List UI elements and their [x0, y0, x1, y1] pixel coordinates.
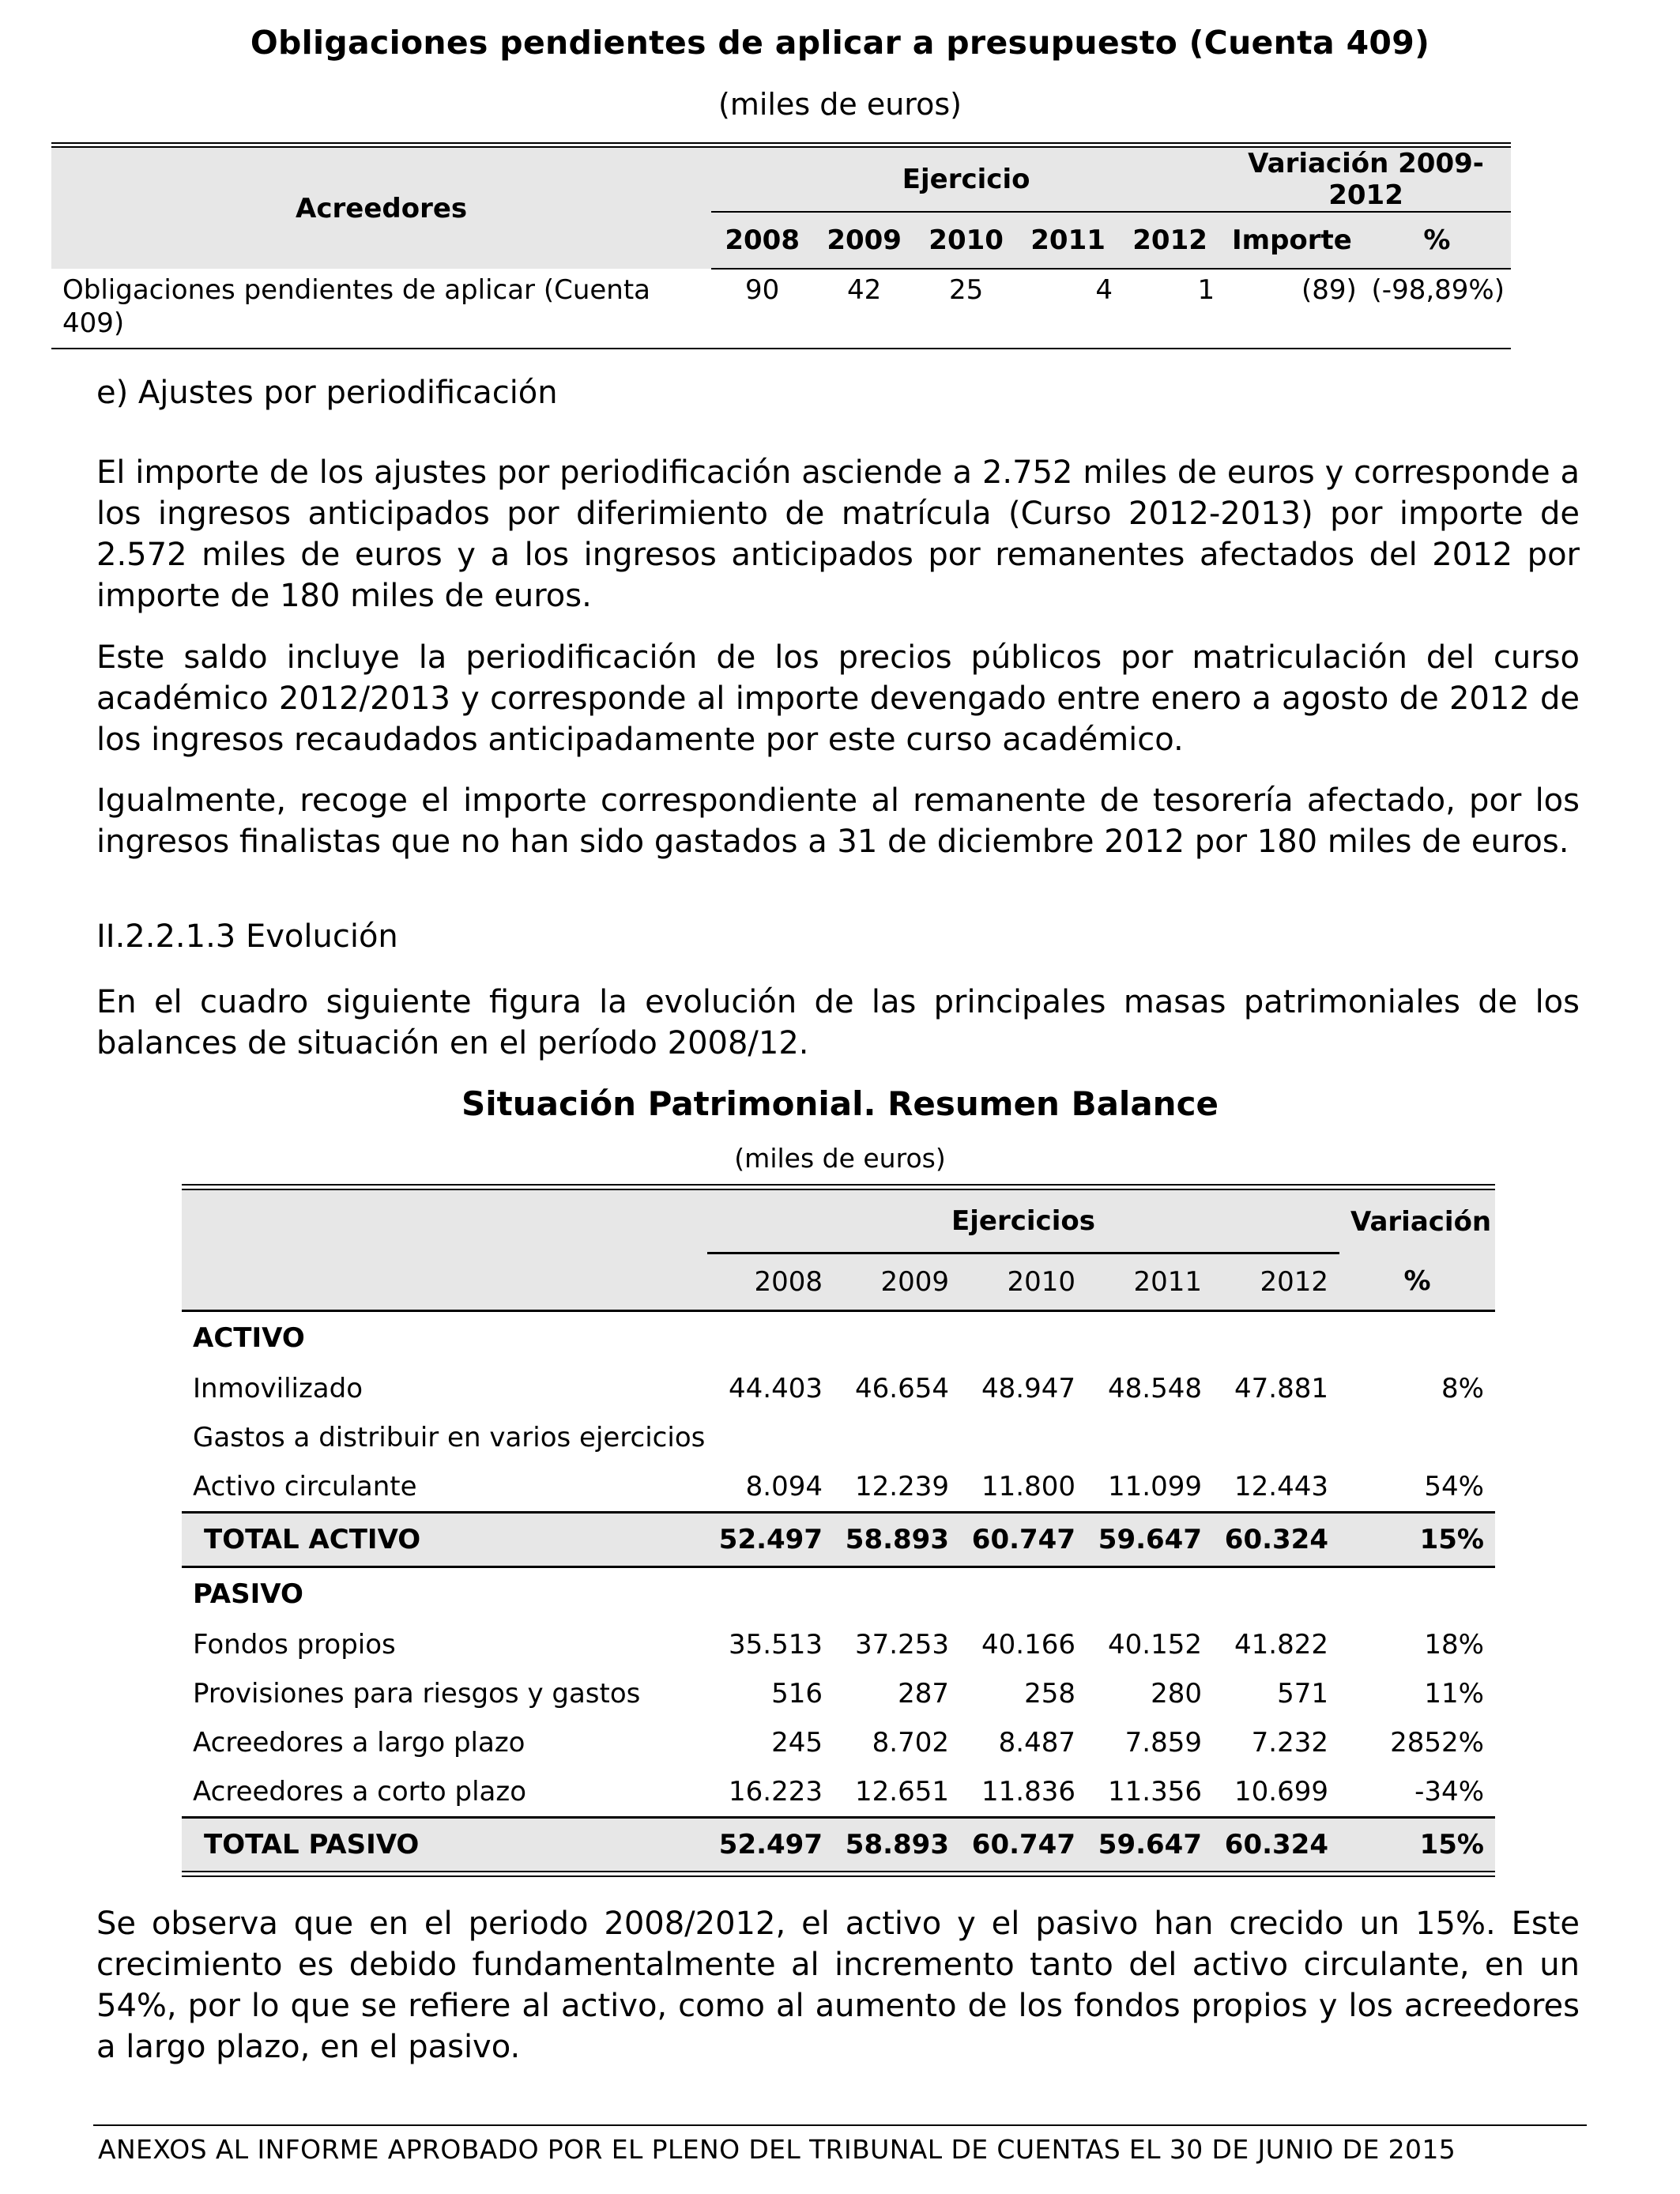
table2-header-blank — [182, 1190, 707, 1253]
table2-cell-pct: -34% — [1414, 1776, 1484, 1808]
table2-cell: 11.356 — [1108, 1776, 1202, 1808]
table1-header-pct: % — [1363, 212, 1511, 269]
table-row — [182, 1567, 1495, 1621]
table2-cell: 258 — [1024, 1678, 1075, 1710]
table2-cell-pct: 2852% — [1390, 1727, 1484, 1759]
table2-cell: 10.699 — [1234, 1776, 1328, 1808]
table2-cell: 12.443 — [1234, 1471, 1328, 1502]
table2-cell: 60.324 — [1213, 1818, 1339, 1872]
table2-cell: 46.654 — [855, 1373, 949, 1404]
table2-row-label: Inmovilizado — [193, 1373, 363, 1404]
table2-header-year: 2012 — [1213, 1253, 1339, 1311]
table2-cell-pct: 18% — [1424, 1629, 1484, 1661]
table2-cell — [707, 1413, 834, 1462]
table2-header-year: 2011 — [1087, 1253, 1213, 1311]
section-e-heading: e) Ajustes por periodificación — [96, 375, 558, 411]
table1-header-acreedores: Acreedores — [51, 148, 711, 269]
table-row — [182, 1413, 1495, 1462]
table2-row-label: Provisiones para riesgos y gastos — [193, 1678, 641, 1710]
table2-cell: 41.822 — [1234, 1629, 1328, 1661]
table1-cell: 25 — [915, 269, 1017, 349]
table2-bottom-rule — [182, 1871, 1495, 1877]
table1-header-ejercicio: Ejercicio — [711, 148, 1221, 212]
table2-cell: 11.099 — [1108, 1471, 1202, 1502]
table1 — [51, 142, 1511, 349]
table2-top-rule — [182, 1184, 1495, 1190]
table2-cell: 40.152 — [1108, 1629, 1202, 1661]
table2-total-activo-label: TOTAL ACTIVO — [182, 1513, 707, 1567]
table1-cell: 42 — [813, 269, 915, 349]
table2-cell-pct: 15% — [1339, 1513, 1495, 1567]
section-e-paragraph-3: Igualmente, recoge el importe correspondiente al remanente de tesorería afectado, por los ingresos finalistas que no han sido gastados a 31 de diciembre 2012 por 180 miles de euros. — [96, 782, 1580, 860]
table2-header-blank — [182, 1253, 707, 1311]
table2-total-pasivo-label: TOTAL PASIVO — [182, 1818, 707, 1872]
table2-section-pasivo: PASIVO — [193, 1578, 303, 1610]
table1-header-year: 2010 — [915, 212, 1017, 269]
table2-cell: 7.859 — [1124, 1727, 1202, 1759]
table2-cell — [1213, 1413, 1339, 1462]
table1-header-year: 2012 — [1119, 212, 1221, 269]
table-row — [182, 1620, 1495, 1669]
table-row — [182, 1718, 1495, 1767]
table2-cell: 60.747 — [960, 1513, 1087, 1567]
table2-cell: 11.836 — [981, 1776, 1075, 1808]
table1-cell-importe: (89) — [1221, 269, 1363, 349]
table1-row-label: Obligaciones pendientes de aplicar (Cuenta 409) — [51, 269, 711, 349]
table2-cell: 35.513 — [729, 1629, 823, 1661]
table1-header-year: 2009 — [813, 212, 915, 269]
table2-cell: 48.548 — [1108, 1373, 1202, 1404]
table2-cell: 12.651 — [855, 1776, 949, 1808]
table2-cell — [1087, 1413, 1213, 1462]
table2-cell-pct: 11% — [1424, 1678, 1484, 1710]
table2-header-pct: % — [1339, 1253, 1495, 1311]
table2-cell: 52.497 — [707, 1513, 834, 1567]
table2-cell: 8.702 — [872, 1727, 949, 1759]
section-evolucion-paragraph: En el cuadro siguiente figura la evolución de las principales masas patrimoniales de los balances de situación en el período 2008/12. — [96, 984, 1580, 1061]
table2-section-activo: ACTIVO — [193, 1322, 305, 1354]
table-row — [182, 1513, 1495, 1567]
table2-cell: 287 — [898, 1678, 949, 1710]
table1-header-year: 2008 — [711, 212, 813, 269]
table-row — [182, 1311, 1495, 1365]
table-row — [182, 1818, 1495, 1872]
table2-cell: 37.253 — [855, 1629, 949, 1661]
table1-cell-pct: (-98,89%) — [1363, 269, 1511, 349]
table-row — [182, 1669, 1495, 1718]
table2-cell: 48.947 — [981, 1373, 1075, 1404]
table2-cell-pct — [1339, 1413, 1495, 1462]
table2 — [182, 1184, 1495, 1877]
page-footer: ANEXOS AL INFORME APROBADO POR EL PLENO DEL TRIBUNAL DE CUENTAS EL 30 DE JUNIO DE 2015 — [98, 2134, 1456, 2165]
table2-cell-pct: 54% — [1424, 1471, 1484, 1502]
table1-cell: 1 — [1119, 269, 1221, 349]
table2-header-year: 2009 — [834, 1253, 960, 1311]
section-e-paragraph-1: El importe de los ajustes por periodificación asciende a 2.752 miles de euros y corresponde a los ingresos anticipados por diferimiento de matrícula (Curso 2012-2013) por importe de 2.572 miles de euros y a los ingresos anticipados por remanentes afectados del 2012 por importe de 180 miles de euros. — [96, 454, 1580, 614]
table2-header-year: 2010 — [960, 1253, 1087, 1311]
table2-header-variacion: Variación — [1339, 1190, 1495, 1253]
section-evolucion-heading: II.2.2.1.3 Evolución — [96, 918, 398, 955]
table2-cell-pct: 15% — [1339, 1818, 1495, 1872]
footer-divider — [93, 2124, 1587, 2126]
table-row — [182, 1462, 1495, 1513]
table2-row-label: Gastos a distribuir en varios ejercicios — [193, 1422, 706, 1453]
table2-cell: 8.487 — [998, 1727, 1075, 1759]
table2-row-label: Acreedores a corto plazo — [193, 1776, 527, 1808]
table2-cell: 44.403 — [729, 1373, 823, 1404]
table1-header-importe: Importe — [1221, 212, 1363, 269]
table-row — [182, 1767, 1495, 1818]
table2-cell: 16.223 — [729, 1776, 823, 1808]
table2-cell: 571 — [1277, 1678, 1328, 1710]
table2-cell: 516 — [771, 1678, 823, 1710]
table2-cell: 47.881 — [1234, 1373, 1328, 1404]
table-row — [51, 269, 1511, 349]
table2-cell: 59.647 — [1087, 1818, 1213, 1872]
section-e-paragraph-2: Este saldo incluye la periodificación de los precios públicos por matriculación del curso académico 2012/2013 y corresponde al importe devengado entre enero a agosto de 2012 de los ingresos recaudados anticipadamente por este curso académico. — [96, 639, 1580, 758]
table2-cell: 12.239 — [855, 1471, 949, 1502]
table1-cell: 90 — [711, 269, 813, 349]
table2-cell: 60.747 — [960, 1818, 1087, 1872]
table2-cell: 58.893 — [834, 1818, 960, 1872]
table1-cell: 4 — [1017, 269, 1119, 349]
table2-cell: 245 — [771, 1727, 823, 1759]
table2-cell: 280 — [1151, 1678, 1202, 1710]
table1-header-year: 2011 — [1017, 212, 1119, 269]
table1-subtitle: (miles de euros) — [718, 87, 962, 122]
table-row — [182, 1364, 1495, 1413]
table2-cell: 8.094 — [745, 1471, 823, 1502]
table2-cell: 52.497 — [707, 1818, 834, 1872]
table2-row-label: Acreedores a largo plazo — [193, 1727, 525, 1759]
table2-cell: 59.647 — [1087, 1513, 1213, 1567]
table2-title: Situación Patrimonial. Resumen Balance — [461, 1084, 1219, 1123]
table2-header-ejercicios: Ejercicios — [707, 1190, 1339, 1253]
table2-cell: 11.800 — [981, 1471, 1075, 1502]
table1-header-variacion: Variación 2009-2012 — [1221, 148, 1511, 212]
conclusion-paragraph: Se observa que en el periodo 2008/2012, el activo y el pasivo han crecido un 15%. Este crecimiento es debido fundamentalmente al incremento tanto del activo circulante, en un 54%, por lo que se refiere al activo, como al aumento de los fondos propios y los acreedores a largo plazo, en el pasivo. — [96, 1906, 1580, 2065]
table2-subtitle: (miles de euros) — [734, 1143, 946, 1174]
table2-cell: 58.893 — [834, 1513, 960, 1567]
table2-cell-pct: 8% — [1441, 1373, 1484, 1404]
table2-cell: 7.232 — [1251, 1727, 1328, 1759]
table2-cell: 60.324 — [1213, 1513, 1339, 1567]
table2-row-label: Fondos propios — [193, 1629, 396, 1661]
table1-top-rule — [51, 142, 1511, 148]
table2-header-year: 2008 — [707, 1253, 834, 1311]
table2-cell — [834, 1413, 960, 1462]
table1-title: Obligaciones pendientes de aplicar a presupuesto (Cuenta 409) — [250, 24, 1430, 62]
table2-cell — [960, 1413, 1087, 1462]
table2-row-label: Activo circulante — [193, 1471, 417, 1502]
table2-cell: 40.166 — [981, 1629, 1075, 1661]
